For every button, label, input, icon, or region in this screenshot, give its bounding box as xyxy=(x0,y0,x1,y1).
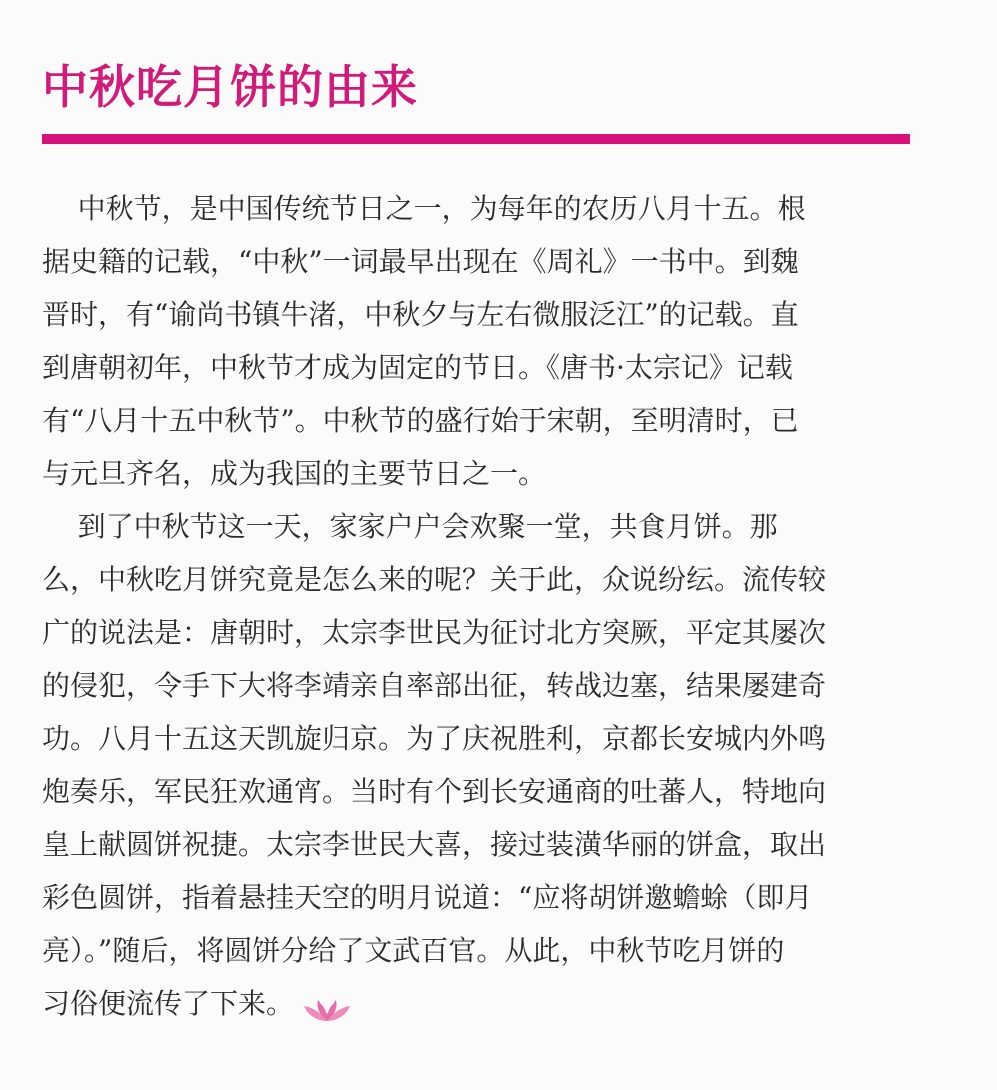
lotus-flower-icon xyxy=(300,988,354,1018)
text-line: 彩色圆饼，指着悬挂天空的明月说道：“应将胡饼邀蟾蜍（即月 xyxy=(42,881,813,914)
text-line: 功。八月十五这天凯旋归京。为了庆祝胜利，京都长安城内外鸣 xyxy=(42,722,827,755)
paragraph-1 xyxy=(42,182,912,500)
text-line: 晋时，有“谕尚书镇牛渚，中秋夕与左右微服泛江”的记载。直 xyxy=(42,298,799,331)
text-line: 到了中秋节这一天，家家户户会欢聚一堂，共食月饼。那 xyxy=(42,510,778,543)
text-line: 亮）。”随后，将圆饼分给了文武百官。从此，中秋节吃月饼的 xyxy=(42,934,785,967)
article-title: 中秋吃月饼的由来 xyxy=(42,60,418,114)
text-line: 么，中秋吃月饼究竟是怎么来的呢？关于此，众说纷纭。流传较 xyxy=(42,563,827,596)
text-line: 据史籍的记载，“中秋”一词最早出现在《周礼》一书中。到魏 xyxy=(42,245,799,278)
article-body xyxy=(42,182,912,1030)
text-line: 与元旦齐名，成为我国的主要节日之一。 xyxy=(42,457,547,490)
text-line: 的侵犯，令手下大将李靖亲自率部出征，转战边塞，结果屡建奇 xyxy=(42,669,827,702)
text-line: 皇上献圆饼祝捷。太宗李世民大喜，接过装潢华丽的饼盒，取出 xyxy=(42,828,827,861)
text-line: 到唐朝初年，中秋节才成为固定的节日。《唐书·太宗记》记载 xyxy=(42,351,793,384)
text-line-content: 习俗便流传了下来。 xyxy=(42,987,295,1020)
paragraph-2 xyxy=(42,500,912,1030)
last-text-line xyxy=(42,977,912,1030)
text-line: 炮奏乐，军民狂欢通宵。当时有个到长安通商的吐蕃人，特地向 xyxy=(42,775,827,808)
text-line: 中秋节，是中国传统节日之一，为每年的农历八月十五。根 xyxy=(42,192,806,225)
text-line: 广的说法是：唐朝时，太宗李世民为征讨北方突厥，平定其屡次 xyxy=(42,616,827,649)
title-underline xyxy=(42,134,910,144)
text-line: 有“八月十五中秋节”。中秋节的盛行始于宋朝，至明清时，已 xyxy=(42,404,799,437)
